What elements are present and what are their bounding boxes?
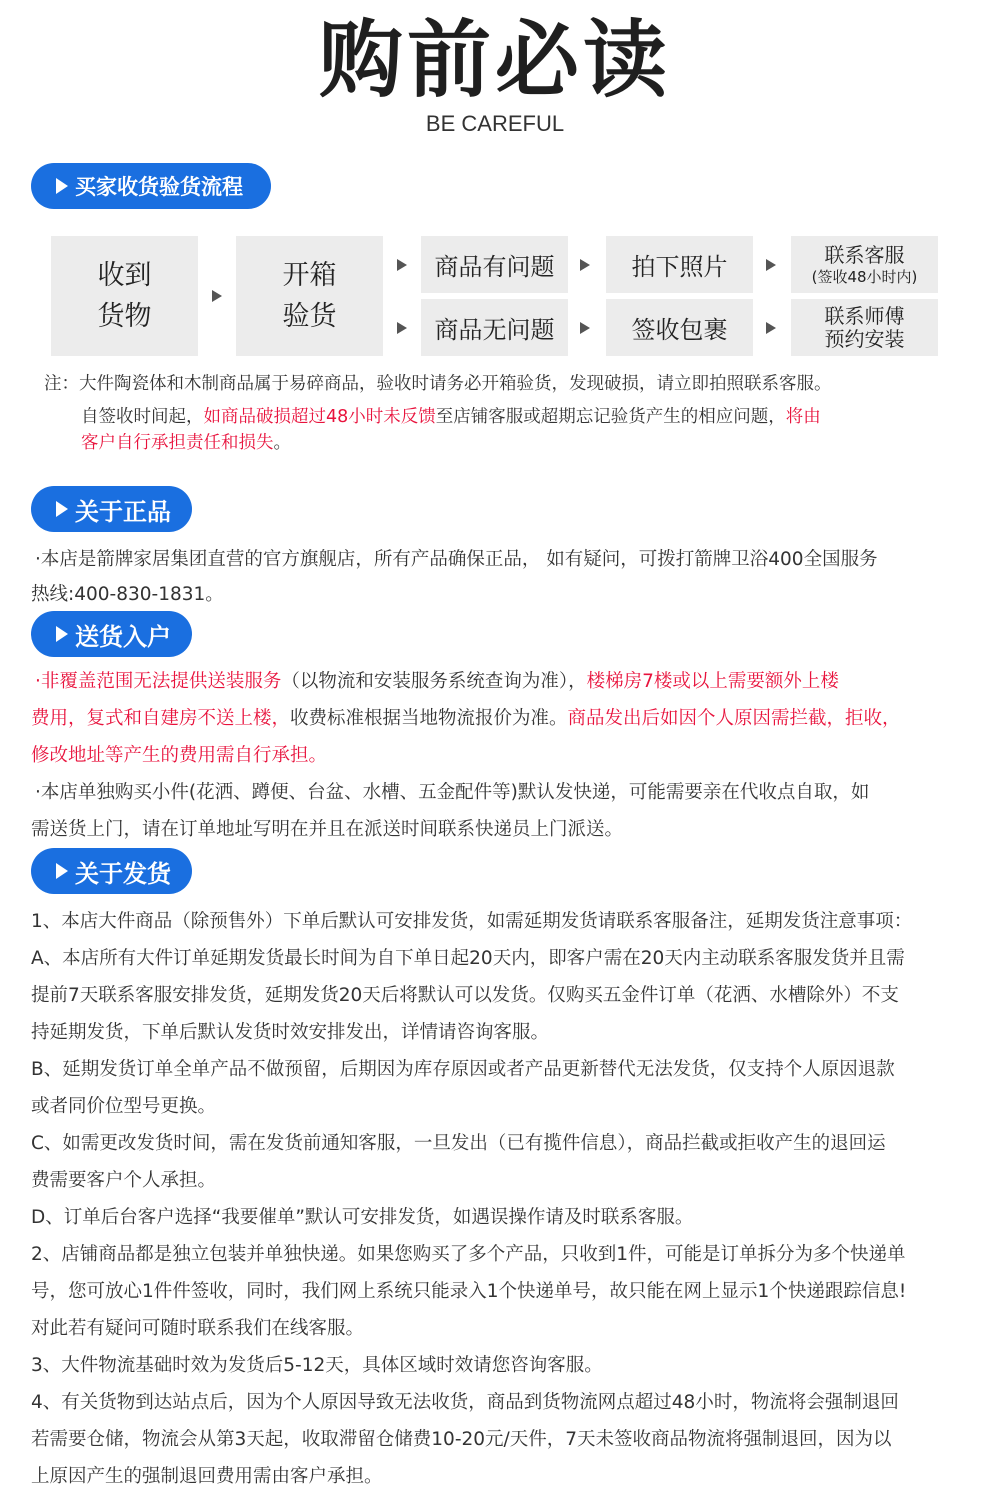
flow-step-contact [791, 236, 938, 293]
flow-step-line: 验货 [282, 301, 337, 332]
delivery-warning-text: ·非覆盖范围无法提供送装服务 [35, 671, 282, 692]
arrow-right-icon [580, 322, 590, 334]
note-line [44, 370, 832, 395]
shipping-line: 持延期发货，下单后默认发货时效安排发出，详情请咨询客服。 [31, 1022, 550, 1043]
flow-step-line: 收到 [97, 260, 152, 291]
arrow-right-icon [212, 290, 222, 302]
note-text: 至店铺客服或超期忘记验货产生的相应问题， [435, 407, 786, 427]
shipping-line: C、如需更改发货时间，需在发货前通知客服，一旦发出（已有揽件信息），商品拦截或拒收产生的退回运 [31, 1133, 886, 1154]
note-line [81, 403, 821, 428]
flow-step-install [791, 299, 938, 356]
flow-step-line: 商品有问题 [434, 253, 555, 281]
shipping-line: 费需要客户个人承担。 [31, 1170, 217, 1191]
delivery-text: （以物流和安装服务系统查询为准）， [281, 671, 587, 692]
shipping-line: B、延期发货订单全单产品不做预留，后期因为库存原因或者产品更新替代无法发货，仅支持个人原因退款 [31, 1059, 895, 1080]
play-triangle-icon [56, 178, 68, 194]
play-triangle-icon [56, 863, 68, 879]
arrow-right-icon [397, 322, 407, 334]
flow-step-receive [51, 236, 198, 356]
note-text: 。 [273, 433, 291, 453]
authentic-line: ·本店是箭牌家居集团直营的官方旗舰店，所有产品确保正品， 如有疑问，可拨打箭牌卫浴400全国服务 [35, 549, 878, 570]
flow-step-line: 货物 [97, 301, 152, 332]
play-triangle-icon [56, 626, 68, 642]
flow-step-line: 联系师傅 [824, 303, 905, 328]
note-text: 自签收时间起， [81, 407, 204, 427]
delivery-warning-text: 费用，复式和自建房不送上楼， [31, 708, 291, 729]
play-triangle-icon [56, 501, 68, 517]
section-header-label: 关于发货 [75, 859, 171, 888]
note-warning-text: 将由 [785, 407, 821, 427]
shipping-line: 4、有关货物到达站点后，因为个人原因导致无法收货，商品到货物流网点超过48小时，物流将会强制退回 [31, 1392, 899, 1413]
shipping-line: 若需要仓储，物流会从第3天起，收取滞留仓储费10-20元/天件，7天未签收商品物流将强制退回，因为以 [31, 1429, 892, 1450]
section-header-label: 买家收货验货流程 [75, 175, 243, 199]
delivery-line [31, 741, 327, 767]
section-header-label: 关于正品 [75, 497, 171, 526]
section-header-label: 送货入户 [75, 622, 171, 651]
page-subtitle: BE CAREFUL [425, 111, 565, 136]
arrow-right-icon [397, 259, 407, 271]
shipping-line: A、本店所有大件订单延期发货最长时间为自下单日起20天内，即客户需在20天内主动联系客服发货并且需 [31, 948, 905, 969]
shipping-line: 或者同价位型号更换。 [31, 1096, 217, 1117]
note-warning-text: 如商品破损超过48小时未反馈 [203, 407, 436, 427]
flow-step-line: 预约安装 [824, 326, 905, 351]
shipping-line: 2、店铺商品都是独立包装并单独快递。如果您购买了多个产品，只收到1件，可能是订单拆分为多个快递单 [31, 1244, 906, 1265]
shipping-line: D、订单后台客户选择“我要催单”默认可安排发货，如遇误操作请及时联系客服。 [31, 1207, 694, 1228]
delivery-warning-text: 商品发出后如因个人原因需拦截，拒收， [567, 708, 901, 729]
page-title: 购前必读 [318, 11, 671, 109]
flow-step-line: 开箱 [282, 260, 337, 291]
flow-step-problem [421, 236, 568, 293]
flow-step-sign [606, 299, 753, 356]
shipping-line: 号，您可放心1件件签收，同时，我们网上系统只能录入1个快递单号，故只能在网上显示1个快递跟踪信息! [31, 1281, 907, 1302]
section-header-shipping [31, 848, 192, 894]
note-line [81, 429, 291, 454]
delivery-warning-text: 修改地址等产生的费用需自行承担。 [31, 745, 328, 766]
delivery-line [35, 667, 839, 693]
flow-step-no-problem [421, 299, 568, 356]
shipping-line: 1、本店大件商品（除预售外）下单后默认可安排发货，如需延期发货请联系客服备注，延期发货注意事项： [31, 911, 913, 932]
delivery-text: 收费标准根据当地物流报价为准。 [290, 708, 568, 729]
arrow-right-icon [766, 259, 776, 271]
arrow-right-icon [580, 259, 590, 271]
flow-step-unbox [236, 236, 383, 356]
shipping-line: 上原因产生的强制退回费用需由客户承担。 [31, 1466, 383, 1487]
section-header-authentic [31, 486, 192, 532]
flow-step-line: 商品无问题 [434, 316, 555, 344]
flow-step-photo [606, 236, 753, 293]
flow-step-line: 拍下照片 [631, 253, 728, 281]
delivery-warning-text: 楼梯房7楼或以上需要额外上楼 [586, 671, 839, 692]
flow-step-line: 签收包裹 [631, 316, 728, 344]
section-header-inspection [31, 163, 271, 209]
note-text: 注：大件陶瓷体和木制商品属于易碎商品，验收时请务必开箱验货，发现破损，请立即拍照联系客服。 [44, 374, 832, 394]
flow-step-subline: (签收48小时内) [811, 267, 918, 286]
arrow-right-icon [766, 322, 776, 334]
shipping-line: 3、大件物流基础时效为发货后5-12天，具体区域时效请您咨询客服。 [31, 1355, 603, 1376]
delivery-line: ·本店单独购买小件(花洒、蹲便、台盆、水槽、五金配件等)默认发快递，可能需要亲在代收点自取，如 [35, 782, 870, 803]
shipping-line: 对此若有疑问可随时联系我们在线客服。 [31, 1318, 365, 1339]
section-header-delivery [31, 611, 192, 657]
flow-step-line: 联系客服 [824, 242, 905, 267]
shipping-line: 提前7天联系客服安排发货，延期发货20天后将默认可以发货。仅购买五金件订单（花洒、水槽除外）不支 [31, 985, 899, 1006]
delivery-line: 需送货上门，请在订单地址写明在并且在派送时间联系快递员上门派送。 [31, 819, 624, 840]
delivery-line [31, 704, 901, 730]
authentic-line: 热线:400-830-1831。 [31, 584, 224, 605]
note-warning-text: 客户自行承担责任和损失 [81, 433, 274, 453]
